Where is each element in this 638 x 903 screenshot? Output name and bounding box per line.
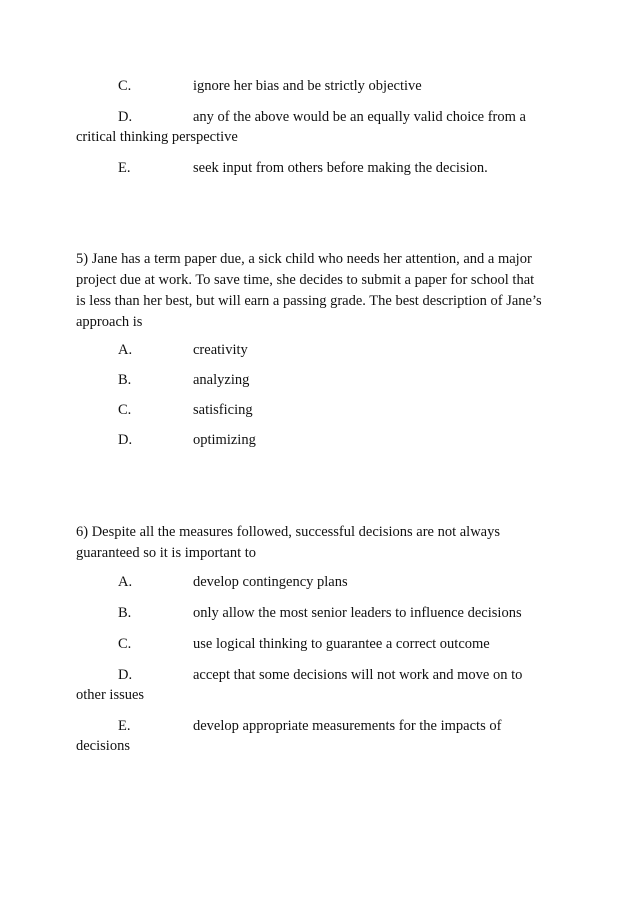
q4-option-d-continuation: critical thinking perspective bbox=[76, 129, 238, 145]
option-letter: A. bbox=[118, 574, 133, 590]
option-text: accept that some decisions will not work and move on to bbox=[193, 667, 523, 683]
option-letter: B. bbox=[118, 372, 132, 388]
option-letter: C. bbox=[118, 402, 132, 418]
q5-stem-line: 5) Jane has a term paper due, a sick child who needs her attention, and a major bbox=[76, 251, 532, 267]
q6-option-d-continuation: other issues bbox=[76, 687, 145, 703]
option-text: optimizing bbox=[193, 432, 256, 448]
q5-option-b bbox=[0, 370, 638, 390]
option-letter: C. bbox=[118, 636, 132, 652]
option-text: use logical thinking to guarantee a correct outcome bbox=[193, 636, 490, 652]
option-text: ignore her bias and be strictly objective bbox=[193, 78, 422, 94]
option-text: develop contingency plans bbox=[193, 574, 348, 590]
q6-option-a bbox=[0, 572, 638, 592]
q6-option-d bbox=[0, 665, 638, 685]
option-text: develop appropriate measurements for the impacts of bbox=[193, 718, 502, 734]
option-letter: E. bbox=[118, 160, 131, 176]
option-letter: C. bbox=[118, 78, 132, 94]
q5-stem-line: is less than her best, but will earn a passing grade. The best description of Jane’s bbox=[76, 293, 542, 309]
q5-option-a bbox=[0, 340, 638, 360]
option-text: creativity bbox=[193, 342, 248, 358]
option-text: analyzing bbox=[193, 372, 250, 388]
q6-stem-line: 6) Despite all the measures followed, successful decisions are not always bbox=[76, 524, 500, 540]
q6-option-b bbox=[0, 603, 638, 623]
q6-option-e bbox=[0, 716, 638, 736]
option-letter: D. bbox=[118, 432, 133, 448]
option-text: seek input from others before making the decision. bbox=[193, 160, 488, 176]
q5-option-c bbox=[0, 400, 638, 420]
q5-option-d bbox=[0, 430, 638, 450]
q6-stem-line: guaranteed so it is important to bbox=[76, 545, 257, 561]
option-letter: D. bbox=[118, 667, 133, 683]
q6-option-e-continuation: decisions bbox=[76, 738, 130, 754]
option-letter: B. bbox=[118, 605, 132, 621]
q4-option-e bbox=[0, 158, 638, 178]
option-text: only allow the most senior leaders to influence decisions bbox=[193, 605, 522, 621]
q4-option-d bbox=[0, 107, 638, 127]
q4-option-c bbox=[0, 76, 638, 96]
option-letter: D. bbox=[118, 109, 133, 125]
option-letter: A. bbox=[118, 342, 133, 358]
option-text: satisficing bbox=[193, 402, 253, 418]
q5-stem-line: approach is bbox=[76, 314, 143, 330]
q6-option-c bbox=[0, 634, 638, 654]
option-text: any of the above would be an equally valid choice from a bbox=[193, 109, 526, 125]
option-letter: E. bbox=[118, 718, 131, 734]
q5-stem-line: project due at work. To save time, she decides to submit a paper for school that bbox=[76, 272, 535, 288]
